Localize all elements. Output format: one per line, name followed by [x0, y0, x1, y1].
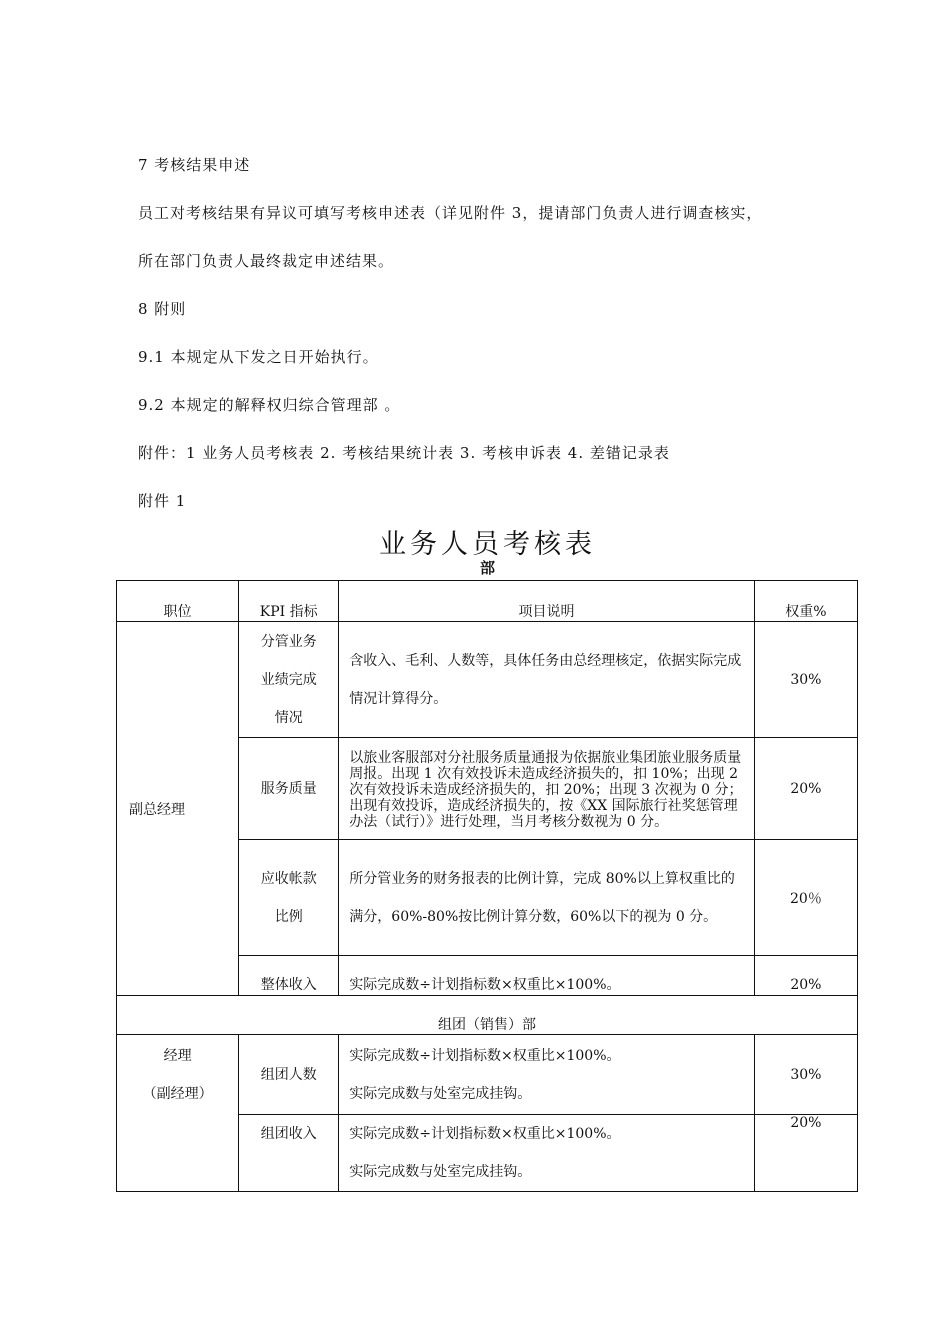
- header-kpi: KPI 指标: [239, 581, 339, 622]
- paragraph-8: 附件 1: [138, 492, 187, 510]
- kpi-line: 应收帐款: [260, 870, 317, 887]
- weight-cell: 20%: [754, 956, 857, 996]
- paragraph-7: 附件：1 业务人员考核表 2. 考核结果统计表 3. 考核申诉表 4. 差错记录表: [138, 444, 670, 462]
- table-row: [117, 622, 858, 738]
- position-cell: [117, 1035, 239, 1192]
- weight-cell: 20％: [754, 840, 857, 956]
- kpi-line: 比例: [274, 908, 303, 925]
- kpi-table: [116, 580, 858, 1192]
- paragraph-2: 员工对考核结果有异议可填写考核申述表（详见附件 3，提请部门负责人进行调查核实，: [138, 204, 763, 222]
- position-cell: 副总经理: [117, 622, 239, 996]
- table-header-row: [117, 581, 858, 622]
- paragraph-5: 9.1 本规定从下发之日开始执行。: [138, 348, 379, 366]
- description-line: 实际完成数与处室完成挂钩。: [349, 1164, 532, 1180]
- weight-cell: 20%: [754, 738, 857, 840]
- description-cell: [339, 1115, 755, 1192]
- kpi-cell: [239, 738, 339, 840]
- form-title: 业务人员考核表: [379, 529, 596, 560]
- description-cell: 所分管业务的财务报表的比例计算，完成 80%以上算权重比的满分，60%-80%按比例计算分数，60%以下的视为 0 分。: [339, 840, 755, 956]
- kpi-line: 情况: [274, 709, 303, 726]
- header-position: 职位: [117, 581, 239, 622]
- section-title: 组团（销售）部: [117, 996, 858, 1035]
- description-line: 实际完成数÷计划指标数×权重比×100%。: [349, 1126, 621, 1142]
- description-cell: [339, 1035, 755, 1115]
- section-row: [117, 996, 858, 1035]
- paragraph-1: 7 考核结果申述: [138, 156, 251, 174]
- position-line: （副经理）: [142, 1086, 213, 1102]
- table-row: [117, 1035, 858, 1115]
- kpi-line: 分管业务: [260, 633, 317, 650]
- paragraph-3: 所在部门负责人最终裁定申述结果。: [138, 252, 395, 270]
- kpi-cell: 组团收入: [239, 1115, 339, 1192]
- description-line: 实际完成数与处室完成挂钩。: [349, 1085, 532, 1102]
- weight-cell: 20%: [754, 1115, 857, 1192]
- kpi-cell: [239, 956, 339, 996]
- kpi-line: 整体收入: [260, 977, 317, 993]
- form-subtitle: 部: [479, 559, 495, 577]
- description-cell: 以旅业客服部对分社服务质量通报为依据旅业集团旅业服务质量周报。出现 1 次有效投诉未造成经济损失的，扣 10%；出现 2 次有效投诉未造成经济损失的，扣 20%；出现 3 次视为 0 分；出现有效投诉，造成经济损失的，按《XX 国际旅行社奖惩管理办法（试行）》进行处理，当月考核分数视为 0 分。: [339, 738, 755, 840]
- description-cell: 实际完成数÷计划指标数×权重比×100%。: [339, 956, 755, 996]
- header-description: 项目说明: [339, 581, 755, 622]
- kpi-cell: [239, 622, 339, 738]
- kpi-cell: [239, 840, 339, 956]
- header-weight: 权重%: [754, 581, 857, 622]
- kpi-cell: 组团人数: [239, 1035, 339, 1115]
- kpi-line: 业绩完成: [260, 671, 317, 688]
- weight-cell: 30%: [754, 622, 857, 738]
- position-line: 经理: [163, 1048, 192, 1064]
- weight-cell: 30%: [754, 1035, 857, 1115]
- description-cell: 含收入、毛利、人数等，具体任务由总经理核定，依据实际完成情况计算得分。: [339, 622, 755, 738]
- paragraph-6: 9.2 本规定的解释权归综合管理部 。: [138, 396, 401, 414]
- description-line: 实际完成数÷计划指标数×权重比×100%。: [349, 1047, 621, 1064]
- kpi-line: 服务质量: [260, 780, 317, 797]
- paragraph-4: 8 附则: [138, 300, 187, 318]
